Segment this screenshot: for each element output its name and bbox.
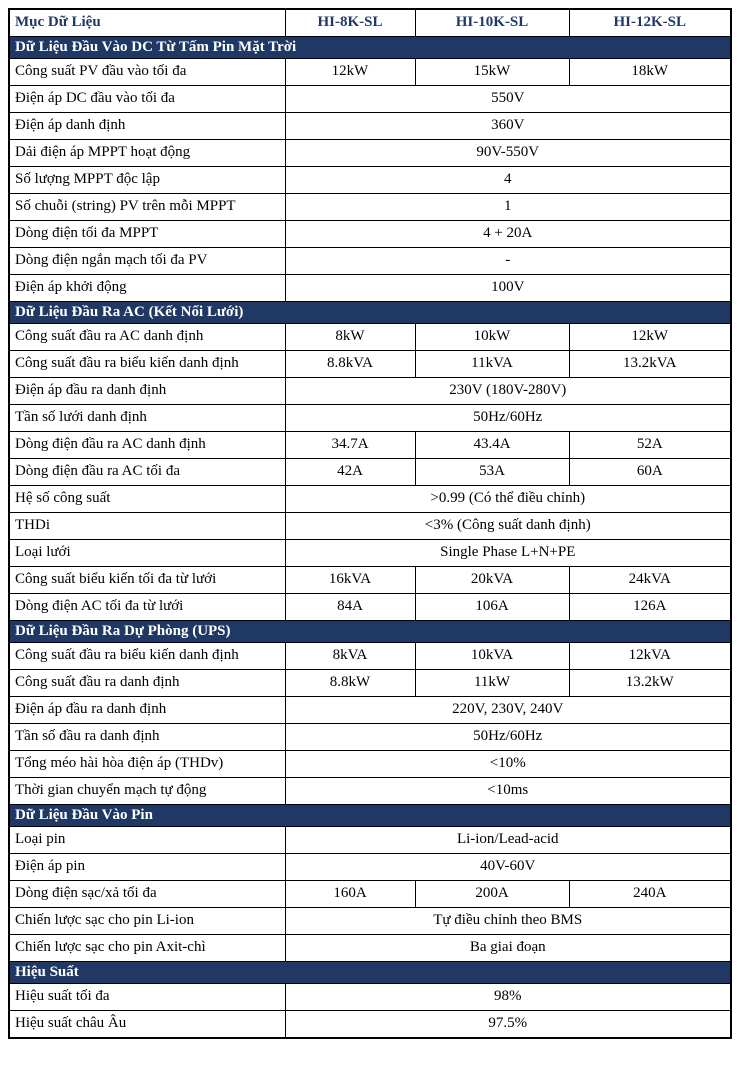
section-header: Dữ Liệu Đầu Vào Pin (9, 805, 731, 827)
table-row (9, 935, 731, 962)
table-row (9, 486, 731, 513)
row-label: Điện áp đầu ra danh định (9, 697, 285, 724)
table-row (9, 378, 731, 405)
column-header-items: Mục Dữ Liệu (9, 9, 285, 37)
row-value: 220V, 230V, 240V (285, 697, 731, 724)
table-row (9, 540, 731, 567)
row-value: 550V (285, 86, 731, 113)
row-label: Hiệu suất tối đa (9, 984, 285, 1011)
row-value: 230V (180V-280V) (285, 378, 731, 405)
section-row-efficiency (9, 962, 731, 984)
section-row-dc-input (9, 37, 731, 59)
table-row (9, 140, 731, 167)
row-value: 360V (285, 113, 731, 140)
row-label: Công suất PV đầu vào tối đa (9, 59, 285, 86)
row-value: 4 + 20A (285, 221, 731, 248)
row-value: 13.2kVA (569, 351, 731, 378)
row-label: Điện áp danh định (9, 113, 285, 140)
row-label: Dòng điện tối đa MPPT (9, 221, 285, 248)
row-value: 16kVA (285, 567, 415, 594)
row-label: Công suất biểu kiến tối đa từ lưới (9, 567, 285, 594)
row-label: Dòng điện đầu ra AC tối đa (9, 459, 285, 486)
row-value: 126A (569, 594, 731, 621)
row-value: - (285, 248, 731, 275)
table-row (9, 59, 731, 86)
row-label: Dòng điện sạc/xả tối đa (9, 881, 285, 908)
row-label: Dải điện áp MPPT hoạt động (9, 140, 285, 167)
row-label: Tần số lưới danh định (9, 405, 285, 432)
row-label: Công suất đầu ra AC danh định (9, 324, 285, 351)
row-value: 53A (415, 459, 569, 486)
row-value: 52A (569, 432, 731, 459)
table-row (9, 405, 731, 432)
table-row (9, 697, 731, 724)
row-label: Công suất đầu ra biểu kiến danh định (9, 351, 285, 378)
section-row-ups-output (9, 621, 731, 643)
section-header: Dữ Liệu Đầu Ra Dự Phòng (UPS) (9, 621, 731, 643)
row-label: Hiệu suất châu Âu (9, 1011, 285, 1039)
row-value: 12kW (285, 59, 415, 86)
table-row (9, 643, 731, 670)
row-label: Công suất đầu ra biểu kiến danh định (9, 643, 285, 670)
row-value: 43.4A (415, 432, 569, 459)
row-value: 97.5% (285, 1011, 731, 1039)
row-value: 42A (285, 459, 415, 486)
table-row (9, 113, 731, 140)
row-value: 34.7A (285, 432, 415, 459)
table-row (9, 567, 731, 594)
row-label: Dòng điện AC tối đa từ lưới (9, 594, 285, 621)
row-value: 4 (285, 167, 731, 194)
row-label: Điện áp đầu ra danh định (9, 378, 285, 405)
row-value: 240A (569, 881, 731, 908)
table-row (9, 594, 731, 621)
table-row (9, 881, 731, 908)
row-label: Số chuỗi (string) PV trên mỗi MPPT (9, 194, 285, 221)
row-value: 10kW (415, 324, 569, 351)
row-value: 12kVA (569, 643, 731, 670)
table-row (9, 670, 731, 697)
row-value: <10% (285, 751, 731, 778)
row-label: Loại pin (9, 827, 285, 854)
row-label: Tổng méo hài hòa điện áp (THDv) (9, 751, 285, 778)
row-value: Single Phase L+N+PE (285, 540, 731, 567)
row-value: 13.2kW (569, 670, 731, 697)
row-value: 50Hz/60Hz (285, 724, 731, 751)
row-label: Số lượng MPPT độc lập (9, 167, 285, 194)
row-value: 200A (415, 881, 569, 908)
row-label: Chiến lược sạc cho pin Axit-chì (9, 935, 285, 962)
section-header: Dữ Liệu Đầu Ra AC (Kết Nối Lưới) (9, 302, 731, 324)
row-value: 11kVA (415, 351, 569, 378)
section-row-ac-output (9, 302, 731, 324)
table-row (9, 854, 731, 881)
row-value: 15kW (415, 59, 569, 86)
section-header: Dữ Liệu Đầu Vào DC Từ Tấm Pin Mặt Trời (9, 37, 731, 59)
row-label: Điện áp pin (9, 854, 285, 881)
row-value: 8.8kW (285, 670, 415, 697)
row-label: THDi (9, 513, 285, 540)
row-value: 50Hz/60Hz (285, 405, 731, 432)
row-value: 1 (285, 194, 731, 221)
row-value: 60A (569, 459, 731, 486)
row-value: 8kW (285, 324, 415, 351)
row-label: Thời gian chuyển mạch tự động (9, 778, 285, 805)
table-row (9, 908, 731, 935)
row-label: Công suất đầu ra danh định (9, 670, 285, 697)
row-value: 98% (285, 984, 731, 1011)
row-value: 84A (285, 594, 415, 621)
table-row (9, 459, 731, 486)
row-label: Dòng điện đầu ra AC danh định (9, 432, 285, 459)
column-header-model-3: HI-12K-SL (569, 9, 731, 37)
row-value: <10ms (285, 778, 731, 805)
column-header-model-1: HI-8K-SL (285, 9, 415, 37)
row-label: Tần số đầu ra danh định (9, 724, 285, 751)
table-row (9, 778, 731, 805)
row-value: >0.99 (Có thể điều chỉnh) (285, 486, 731, 513)
row-value: Ba giai đoạn (285, 935, 731, 962)
table-row (9, 167, 731, 194)
table-row (9, 432, 731, 459)
table-header-row (9, 9, 731, 37)
table-row (9, 194, 731, 221)
row-value: 11kW (415, 670, 569, 697)
table-row (9, 324, 731, 351)
table-row (9, 248, 731, 275)
row-value: 10kVA (415, 643, 569, 670)
row-value: 160A (285, 881, 415, 908)
table-row (9, 275, 731, 302)
table-row (9, 513, 731, 540)
row-value: 24kVA (569, 567, 731, 594)
table-row (9, 827, 731, 854)
table-row (9, 351, 731, 378)
section-header: Hiệu Suất (9, 962, 731, 984)
spec-table (8, 8, 732, 1039)
table-row (9, 724, 731, 751)
row-label: Chiến lược sạc cho pin Li-ion (9, 908, 285, 935)
row-value: 8kVA (285, 643, 415, 670)
row-value: Li-ion/Lead-acid (285, 827, 731, 854)
row-label: Hệ số công suất (9, 486, 285, 513)
table-row (9, 1011, 731, 1039)
row-value: 100V (285, 275, 731, 302)
row-value: 90V-550V (285, 140, 731, 167)
table-row (9, 86, 731, 113)
row-value: 12kW (569, 324, 731, 351)
table-row (9, 751, 731, 778)
table-row (9, 221, 731, 248)
row-value: 8.8kVA (285, 351, 415, 378)
section-row-battery-input (9, 805, 731, 827)
row-label: Điện áp DC đầu vào tối đa (9, 86, 285, 113)
row-value: <3% (Công suất danh định) (285, 513, 731, 540)
row-value: Tự điều chỉnh theo BMS (285, 908, 731, 935)
row-label: Điện áp khởi động (9, 275, 285, 302)
row-value: 106A (415, 594, 569, 621)
row-label: Loại lưới (9, 540, 285, 567)
table-row (9, 984, 731, 1011)
row-value: 18kW (569, 59, 731, 86)
row-value: 40V-60V (285, 854, 731, 881)
row-value: 20kVA (415, 567, 569, 594)
row-label: Dòng điện ngắn mạch tối đa PV (9, 248, 285, 275)
column-header-model-2: HI-10K-SL (415, 9, 569, 37)
